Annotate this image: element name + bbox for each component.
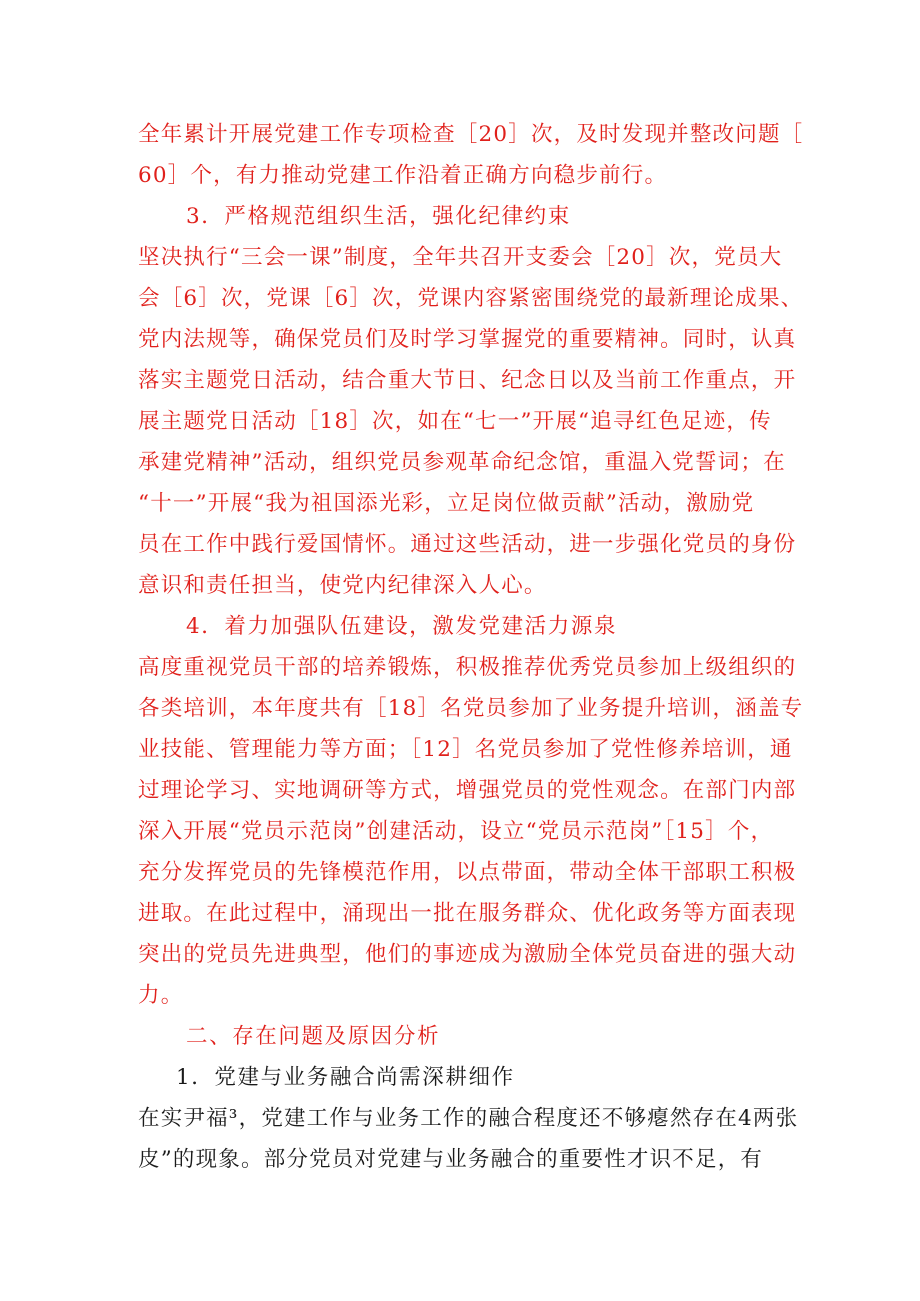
paragraph-line: 员在工作中践行爱国情怀。通过这些活动，进一步强化党员的身份 [138,532,797,557]
paragraph-line: 进取。在此过程中，涌现出一批在服务群众、优化政务等方面表现 [138,901,797,926]
paragraph-line: 过理论学习、实地调研等方式，增强党员的党性观念。在部门内部 [138,778,797,803]
section-heading: 4．着力加强队伍建设，激发党建活力源泉 [186,614,618,639]
paragraph-line: 坚决执行“三会一课”制度，全年共召开支委会［20］次，党员大 [138,245,783,270]
paragraph-line: 各类培训，本年度共有［18］名党员参加了业务提升培训，涵盖专 [138,696,804,721]
paragraph-line: 力。 [138,983,184,1008]
paragraph-line: 皮”的现象。部分党员对党建与业务融合的重要性才识不足，有 [138,1147,764,1172]
paragraph-line: 承建党精神”活动，组织党员参观革命纪念馆，重温入党誓词；在 [138,450,786,475]
paragraph-line: 会［6］次，党课［6］次，党课内容紧密围绕党的最新理论成果、 [138,286,804,311]
section-heading: 二、存在问题及原因分析 [186,1024,441,1049]
paragraph-line: 落实主题党日活动，结合重大节日、纪念日以及当前工作重点，开 [138,368,797,393]
section-heading: 3．严格规范组织生活，强化纪律约束 [186,204,571,229]
paragraph-line: “十一”开展“我为祖国添光彩，立足岗位做贡献”活动，激励党 [138,491,755,516]
paragraph-line: 高度重视党员干部的培养锻炼，积极推荐优秀党员参加上级组织的 [138,655,797,680]
paragraph-line: 充分发挥党员的先锋模范作用，以点带面，带动全体干部职工积极 [138,860,797,885]
paragraph-line: 60］个，有力推动党建工作沿着正确方向稳步前行。 [138,163,668,188]
paragraph-line: 在实尹福³，党建工作与业务工作的融合程度还不够瘪然存在4两张 [138,1106,799,1131]
paragraph-line: 展主题党日活动［18］次，如在“七一”开展“追寻红色足迹，传 [138,409,772,434]
paragraph-line: 全年累计开展党建工作专项检查［20］次，及时发现并整改问题［ [138,122,804,147]
subsection-heading: 1．党建与业务融合尚需深耕细作 [176,1065,515,1090]
paragraph-line: 党内法规等，确保党员们及时学习掌握党的重要精神。同时，认真 [138,327,797,352]
paragraph-line: 突出的党员先进典型，他们的事迹成为激励全体党员奋进的强大动 [138,942,797,967]
paragraph-line: 意识和责任担当，使党内纪律深入人心。 [138,573,547,598]
paragraph-line: 深入开展“党员示范岗”创建活动，设立“党员示范岗”［15］个， [138,819,774,844]
paragraph-line: 业技能、管理能力等方面；［12］名党员参加了党性修养培训，通 [138,737,793,762]
